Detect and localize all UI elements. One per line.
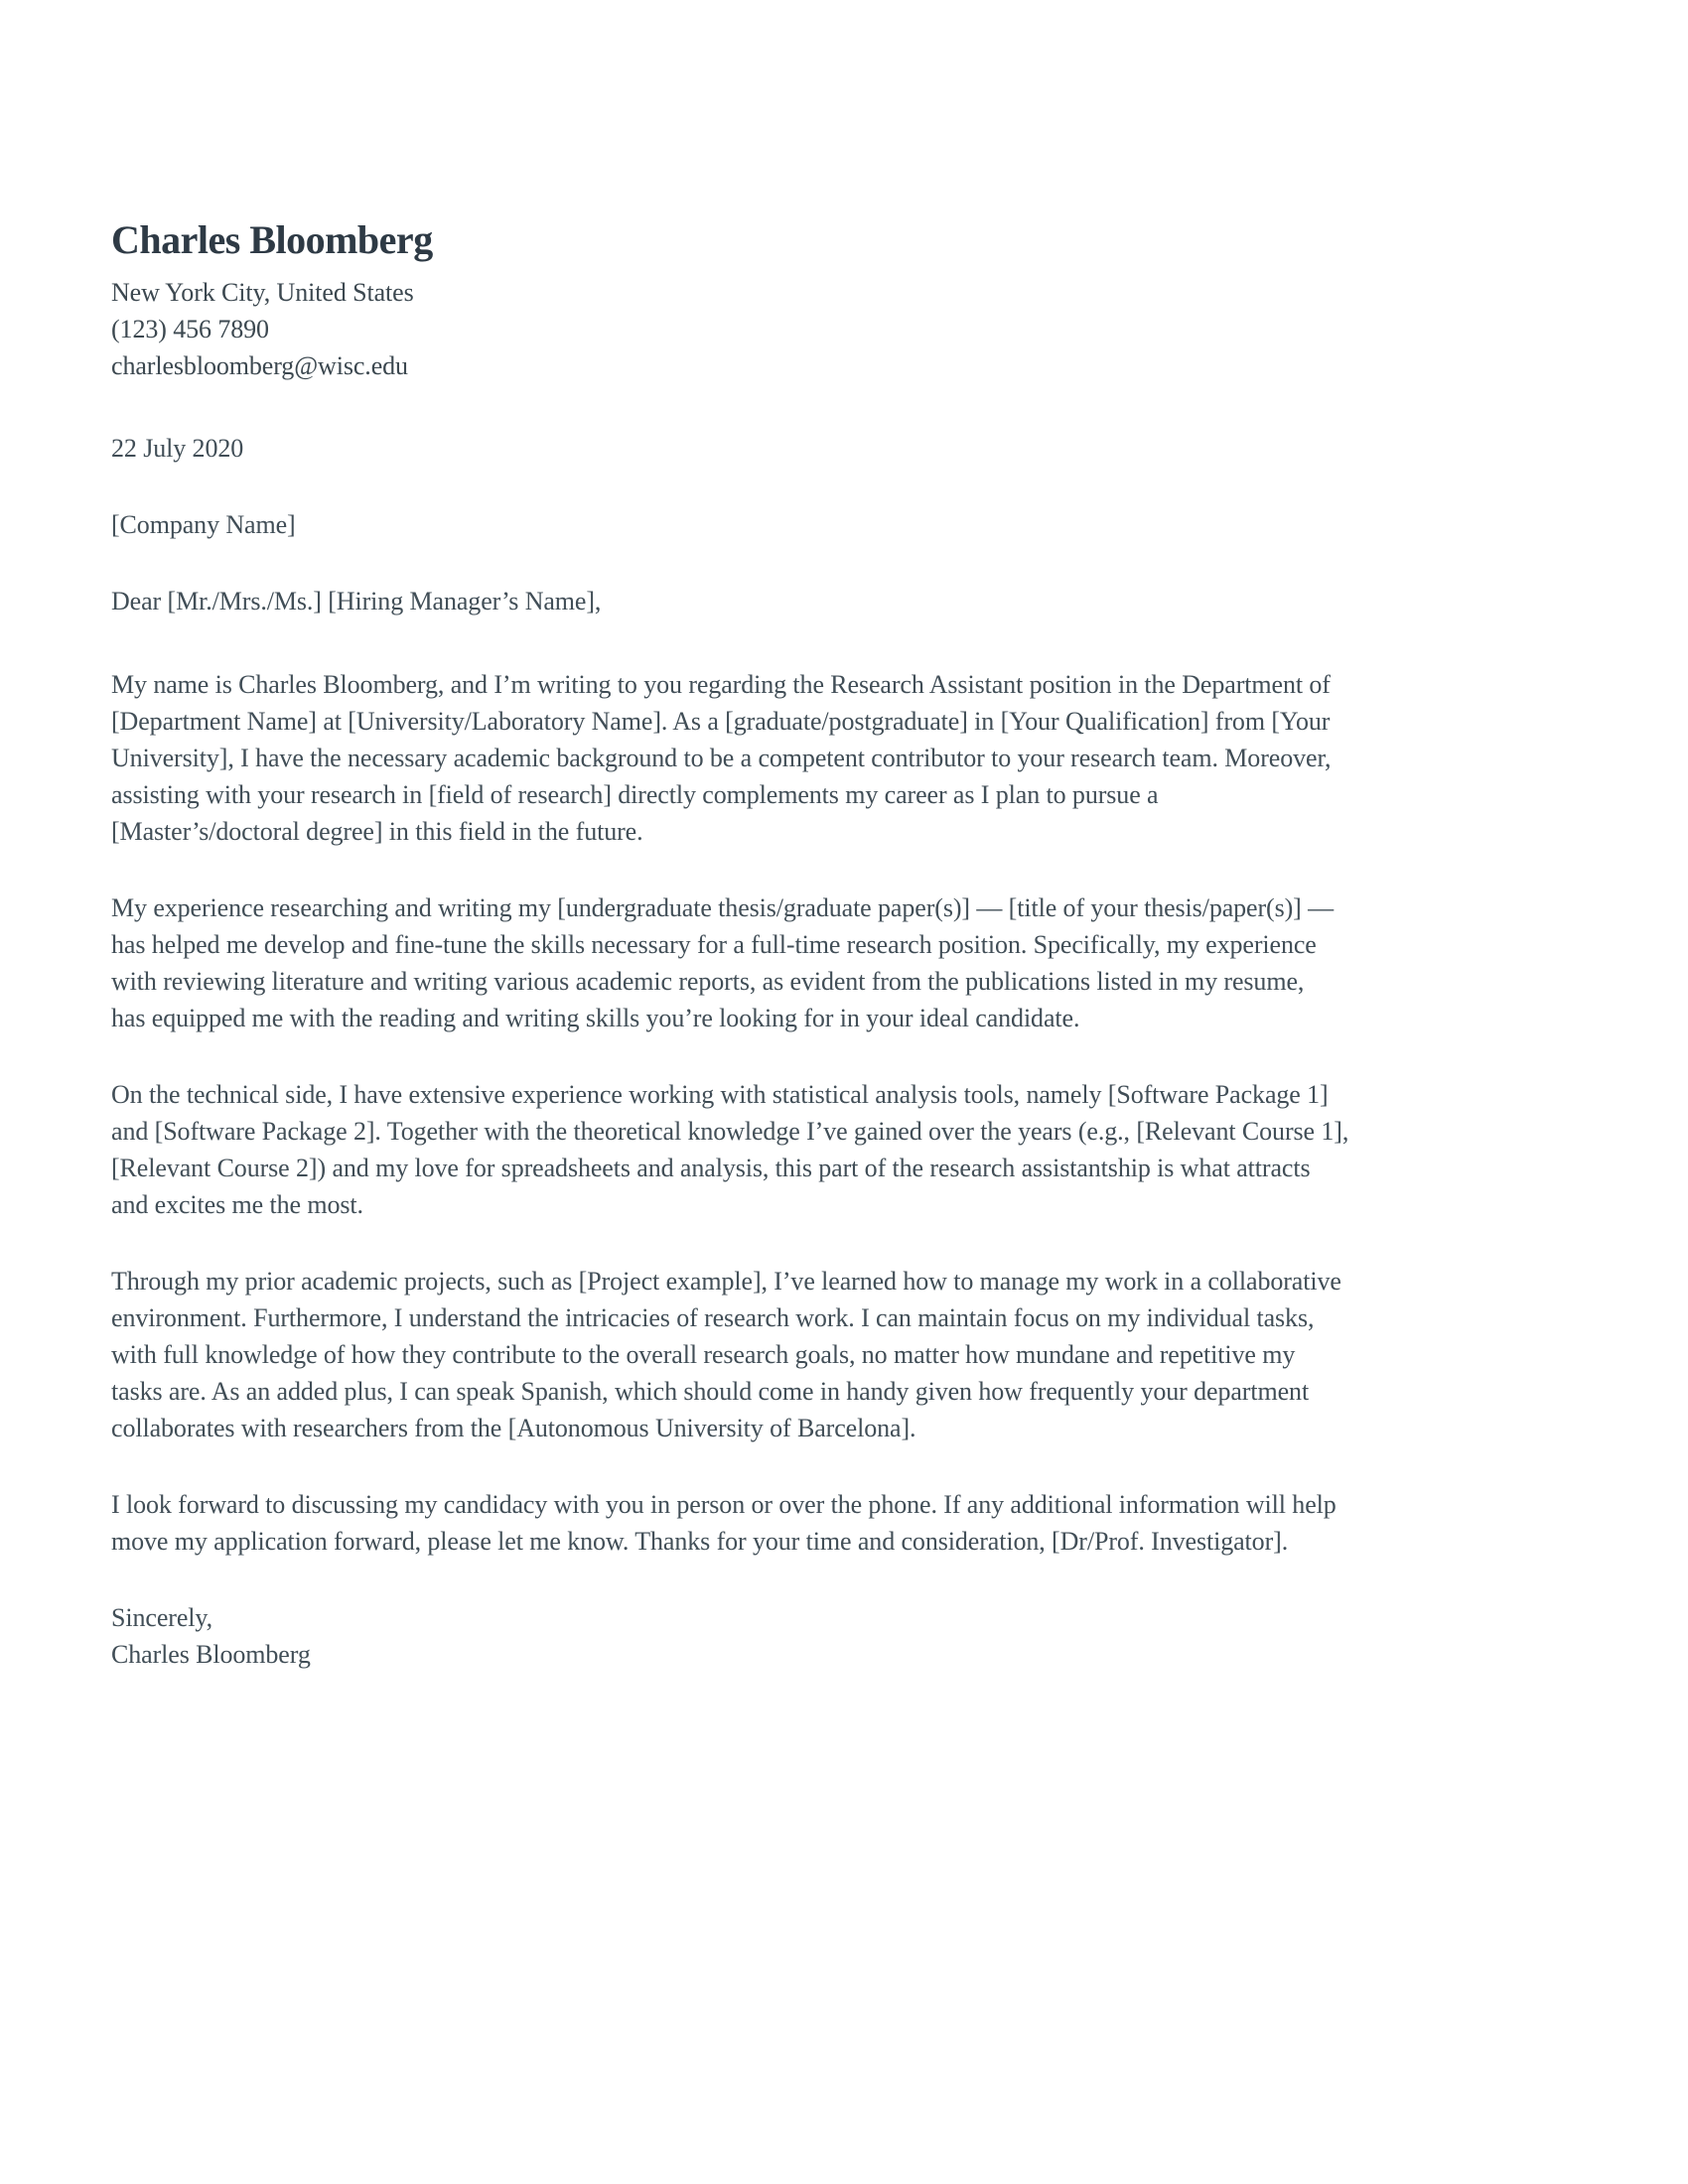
body-paragraph-3 (111, 1076, 1561, 1223)
paragraph-line: My name is Charles Bloomberg, and I’m writing to you regarding the Research Assistant position in the Department of (111, 670, 1331, 699)
paragraph-line: tasks are. As an added plus, I can speak Spanish, which should come in handy given how frequently your department (111, 1377, 1310, 1406)
body-paragraph-5 (111, 1486, 1561, 1560)
paragraph-line: with reviewing literature and writing various academic reports, as evident from the publications listed in my resume, (111, 967, 1305, 996)
paragraph-line: On the technical side, I have extensive experience working with statistical analysis tools, namely [Software Package 1] (111, 1080, 1329, 1109)
paragraph-line: assisting with your research in [field of research] directly complements my career as I plan to pursue a (111, 780, 1159, 809)
salutation: Dear [Mr./Mrs./Ms.] [Hiring Manager’s Name], (111, 587, 602, 615)
paragraph-line: [Master’s/doctoral degree] in this field in the future. (111, 817, 643, 846)
paragraph-line: My experience researching and writing my [undergraduate thesis/graduate paper(s)] — [title of your thesis/paper(s)] — (111, 893, 1335, 922)
signature-name: Charles Bloomberg (111, 1640, 311, 1669)
paragraph-line: has equipped me with the reading and writing skills you’re looking for in your ideal candidate. (111, 1004, 1080, 1032)
paragraph-line: collaborates with researchers from the [Autonomous University of Barcelona]. (111, 1414, 916, 1442)
paragraph-line: [Relevant Course 2]) and my love for spreadsheets and analysis, this part of the research assistantship is what attracts (111, 1154, 1311, 1182)
body-paragraph-4 (111, 1263, 1561, 1446)
sender-phone: (123) 456 7890 (111, 315, 269, 343)
closing (111, 1599, 1569, 1673)
paragraph-line: University], I have the necessary academic background to be a competent contributor to your research team. Moreover, (111, 744, 1332, 772)
letter-date: 22 July 2020 (111, 434, 244, 463)
paragraph-line: with full knowledge of how they contribute to the overall research goals, no matter how mundane and repetitive my (111, 1340, 1296, 1369)
valediction: Sincerely, (111, 1603, 212, 1632)
sender-location: New York City, United States (111, 278, 414, 307)
paragraph-line: and excites me the most. (111, 1190, 363, 1219)
sender-contact (111, 274, 1569, 384)
paragraph-line: [Department Name] at [University/Laboratory Name]. As a [graduate/postgraduate] in [Your Qualification] from [Your (111, 707, 1331, 736)
body-paragraph-2 (111, 889, 1561, 1036)
letter-header (111, 216, 1569, 384)
sender-name: Charles Bloomberg (111, 217, 433, 262)
paragraph-line: has helped me develop and fine-tune the skills necessary for a full-time research position. Specifically, my experience (111, 930, 1317, 959)
recipient-company: [Company Name] (111, 510, 296, 539)
paragraph-line: move my application forward, please let me know. Thanks for your time and consideration, [Dr/Prof. Investigator]. (111, 1527, 1289, 1556)
paragraph-line: environment. Furthermore, I understand the intricacies of research work. I can maintain focus on my individual tasks, (111, 1303, 1315, 1332)
body-paragraph-1 (111, 666, 1561, 850)
paragraph-line: Through my prior academic projects, such as [Project example], I’ve learned how to manage my work in a collaborative (111, 1267, 1341, 1296)
paragraph-line: and [Software Package 2]. Together with the theoretical knowledge I’ve gained over the years (e.g., [Relevant Course 1], (111, 1117, 1349, 1146)
sender-email: charlesbloomberg@wisc.edu (111, 351, 408, 380)
paragraph-line: I look forward to discussing my candidacy with you in person or over the phone. If any additional information will help (111, 1490, 1336, 1519)
